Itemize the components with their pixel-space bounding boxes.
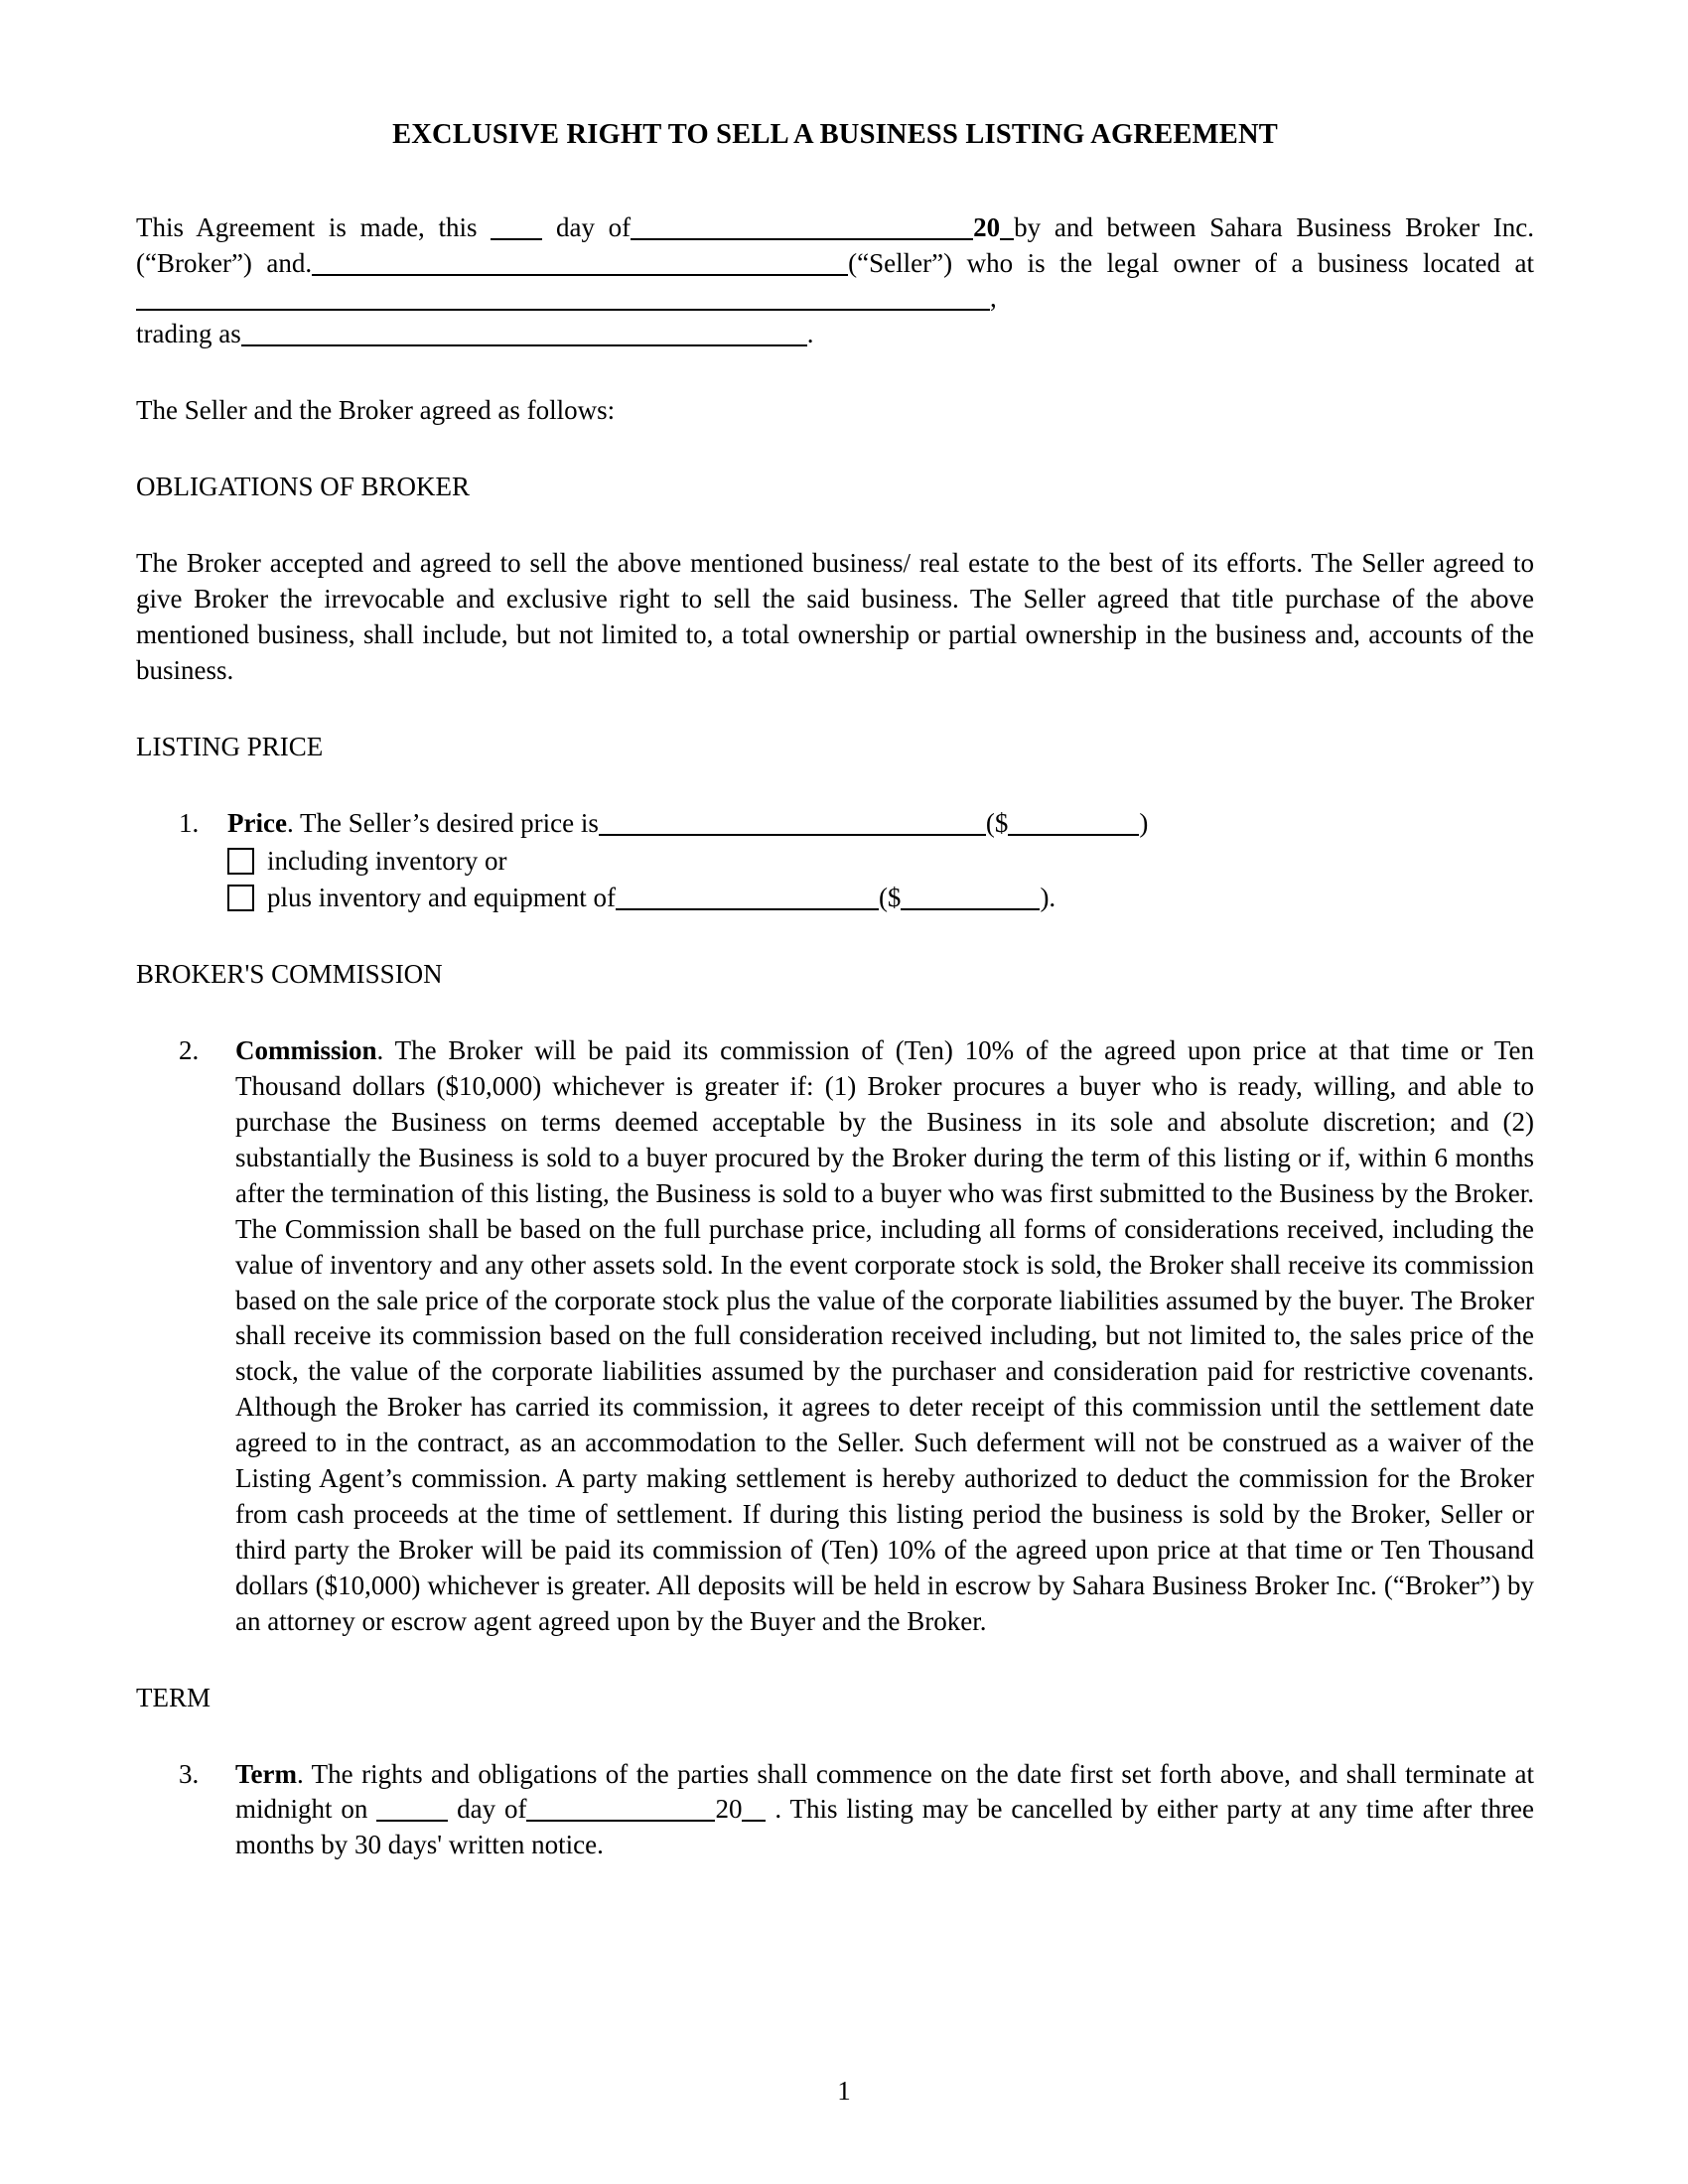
list-marker-3: 3. [179, 1758, 200, 1789]
term-label: Term [235, 1758, 297, 1789]
year-prefix-1: 20 [973, 211, 1001, 242]
spacer [136, 689, 1534, 730]
price-paren-close: ) [1139, 807, 1149, 838]
trading-as-blank[interactable] [241, 327, 807, 346]
spacer [136, 352, 1534, 393]
section-heading-term: TERM [136, 1682, 211, 1712]
spacer [136, 505, 1534, 546]
term-month-blank[interactable] [526, 1802, 715, 1822]
price-label: Price [227, 807, 287, 838]
commission-list [136, 1033, 1534, 1639]
list-item-price [136, 806, 1534, 917]
price-amount-blank[interactable] [1008, 816, 1139, 836]
trading-as-line [136, 317, 1534, 352]
term-list [136, 1757, 1534, 1864]
business-location-blank[interactable] [136, 291, 990, 311]
month-blank[interactable] [631, 220, 973, 240]
spacer [136, 916, 1534, 957]
intro-comma: , [990, 283, 997, 314]
term-year-prefix: 20 [715, 1794, 743, 1825]
plus-inventory-blank[interactable] [616, 890, 879, 910]
page-title: EXCLUSIVE RIGHT TO SELL A BUSINESS LISTING AGREEMENT [392, 119, 1278, 150]
plus-inventory-dollar-open: ($ [878, 883, 902, 913]
seller-name-blank[interactable] [312, 256, 848, 276]
trading-as-period: . [806, 319, 814, 349]
spacer [136, 1640, 1534, 1681]
intro-text-1: This Agreement is made, this [136, 211, 478, 242]
checkbox-label-including-inventory: including inventory or [267, 845, 507, 876]
list-marker-1: 1. [179, 807, 200, 838]
list-marker-2: 2. [179, 1035, 200, 1066]
plus-inventory-amount-blank[interactable] [901, 890, 1040, 910]
intro-text-2: day of [555, 211, 632, 242]
checkbox-plus-inventory[interactable] [227, 885, 254, 911]
checkbox-label-plus-inventory [267, 881, 1534, 916]
term-year-blank[interactable] [742, 1802, 766, 1822]
commission-label: Commission [235, 1035, 377, 1066]
obligations-body: The Broker accepted and agreed to sell the above mentioned business/ real estate to the best of its efforts. The Seller agreed to give Broker the irrevocable and exclusive right to sell the said business. The Seller agreed that title purchase of the above mentioned business, shall include, but not limited to, a total ownership or partial ownership in the business and, accounts of the business. [136, 548, 1534, 685]
intro-text-3: by and between Sahara Business Broker Inc. (“Broker”) and. [136, 211, 1535, 278]
term-text-2: day of [457, 1794, 527, 1825]
page-number: 1 [837, 2076, 851, 2106]
price-blank[interactable] [599, 816, 986, 836]
checkbox-row-plus-inventory[interactable] [227, 881, 1534, 916]
intro-text-4: (“Seller”) who is the legal owner of a business located at [848, 247, 1534, 278]
spacer [136, 993, 1534, 1033]
plus-inventory-close: ). [1040, 883, 1056, 913]
listing-price-list [136, 806, 1534, 917]
checkbox-including-inventory[interactable] [227, 848, 254, 875]
spacer [136, 429, 1534, 470]
section-heading-listing-price: LISTING PRICE [136, 731, 324, 761]
plus-inventory-text: plus inventory and equipment of [267, 883, 616, 913]
commission-text: . The Broker will be paid its commission of (Ten) 10% of the agreed upon price at that time or Ten Thousand dollars ($10,000) whichever is greater if: (1) Broker procures a buyer who is ready, willing, and able to purchase the Business on terms deemed acceptable by the Business in its sole and absolute discretion; and (2) substantially the Business is sold to a buyer procured by the Broker during the term of this listing or if, within 6 months after the termination of this listing, the Business is sold to a buyer who was first submitted to the Business by the Broker. The Commission shall be based on the full purchase price, including all forms of considerations received, including the value of inventory and any other assets sold. In the event corporate stock is sold, the Broker shall receive its commission based on the sale price of the corporate stock plus the value of the corporate liabilities assumed by the buyer. The Broker shall receive its commission based on the full consideration received including, but not limited to, the sales price of the stock, the value of the corporate liabilities assumed by the purchaser and consideration paid for restrictive covenants. Although the Broker has carried its commission, it agrees to deter receipt of this commission until the settlement date agreed to in the contract, as an accommodation to the Seller. Such deferment will not be construed as a waiver of the Listing Agent’s commission. A party making settlement is hereby authorized to deduct the commission for the Broker from cash proceeds at the time of settlement. If during this listing period the business is sold by the Broker, Seller or third party the Broker will be paid its commission of (Ten) 10% of the agreed upon price at that time or Ten Thousand dollars ($10,000) whichever is greater. All deposits will be held in escrow by Sahara Business Broker Inc. (“Broker”) by an attorney or escrow agent agreed upon by the Buyer and the Broker. [235, 1035, 1534, 1636]
spacer [136, 1716, 1534, 1757]
spacer [136, 765, 1534, 806]
day-blank[interactable] [491, 220, 542, 240]
term-text-3: . This listing may be cancelled by either party at any time after three months by 30 days' written notice. [235, 1794, 1535, 1860]
year-blank-1[interactable] [1000, 220, 1014, 240]
term-text-1: . The rights and obligations of the parties shall commence on the date first set forth above, and shall terminate at midnight on [235, 1758, 1534, 1825]
term-day-blank[interactable] [376, 1802, 448, 1822]
trading-as-label: trading as [136, 319, 241, 349]
agreed-as-follows: The Seller and the Broker agreed as follows: [136, 395, 616, 426]
checkbox-row-including-inventory[interactable] [227, 844, 1534, 880]
intro-paragraph [136, 210, 1534, 318]
list-item-commission [136, 1033, 1534, 1639]
section-heading-obligations: OBLIGATIONS OF BROKER [136, 472, 471, 502]
list-item-term [136, 1757, 1534, 1864]
price-dollar-open: ($ [985, 807, 1009, 838]
section-heading-commission: BROKER'S COMMISSION [136, 959, 443, 990]
price-text: . The Seller’s desired price is [286, 807, 599, 838]
